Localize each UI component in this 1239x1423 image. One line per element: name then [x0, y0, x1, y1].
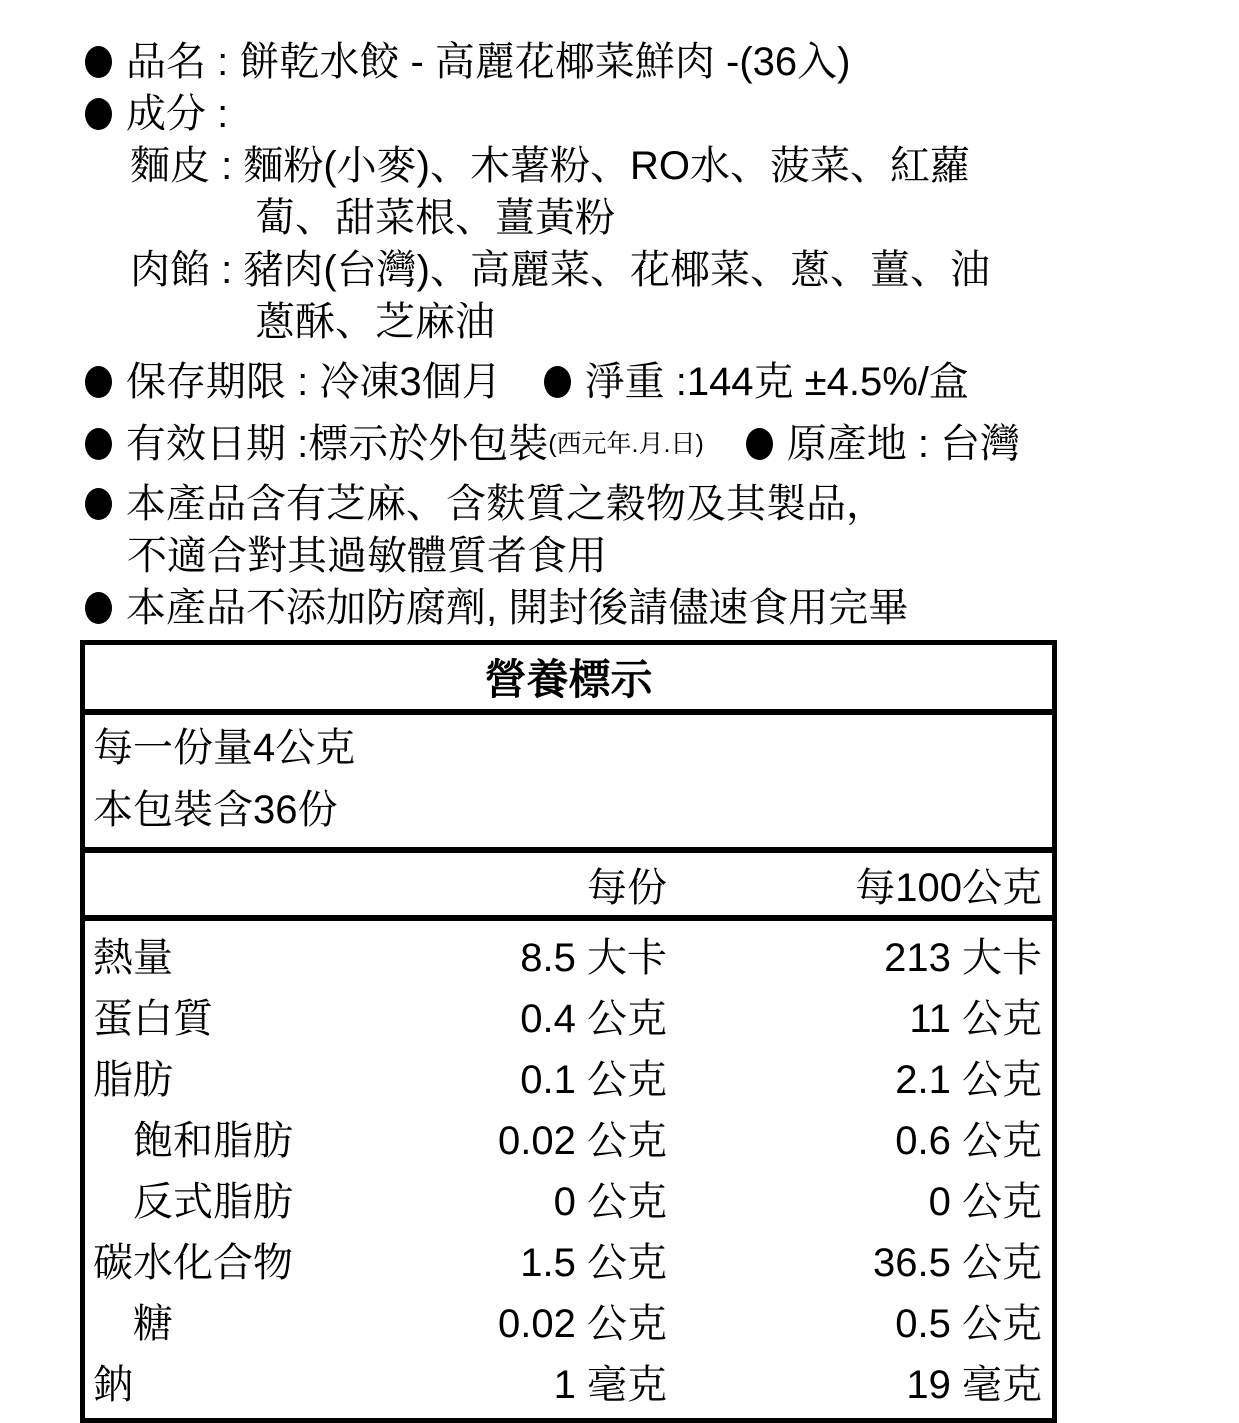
nutrition-header-row: [85, 853, 1052, 921]
nutrition-title-row: [85, 645, 1052, 715]
per-100g-value: 0.6 公克: [895, 1119, 1042, 1163]
nutrient-label: 碳水化合物: [93, 1241, 293, 1285]
bullet-icon: [85, 488, 112, 520]
bullet-icon: [85, 98, 112, 130]
bullet-icon: [746, 428, 773, 460]
nutrient-label: 反式脂肪: [133, 1180, 293, 1224]
nutrition-row-fat: [85, 1046, 1052, 1107]
nutrient-label: 熱量: [93, 936, 173, 980]
nutrient-label: 脂肪: [93, 1058, 173, 1102]
per-100g-value: 2.1 公克: [895, 1058, 1042, 1102]
nutrient-label: 飽和脂肪: [133, 1119, 293, 1163]
nutrition-facts-table: [80, 640, 1057, 1423]
per-serving-value: 1.5 公克: [520, 1241, 667, 1285]
ingredients-header-line: [0, 88, 1239, 140]
bullet-icon: [544, 366, 571, 398]
nutrition-row-calories: [85, 924, 1052, 985]
nutrient-label: 鈉: [93, 1363, 133, 1407]
serving-size: 每一份量4公克: [93, 726, 356, 770]
expiry-date-text: 有效日期 :標示於外包裝: [126, 422, 549, 466]
per-serving-value: 1 毫克: [553, 1363, 667, 1407]
nutrition-body: [85, 921, 1052, 1418]
ingredients-label: 成分 :: [126, 92, 229, 136]
bullet-icon: [85, 428, 112, 460]
per-serving-value: 0.02 公克: [498, 1302, 667, 1346]
serving-info-section: [85, 715, 1052, 853]
allergen-line2: 不適合對其過敏體質者食用: [127, 534, 607, 578]
per-serving-value: 0.1 公克: [520, 1058, 667, 1102]
per-100g-value: 213 大卡: [884, 936, 1042, 980]
expiry-origin-line: [0, 418, 1239, 470]
nutrition-row-sodium: [85, 1351, 1052, 1412]
nutrition-row-saturated-fat: [85, 1107, 1052, 1168]
nutrient-label: 糖: [133, 1302, 173, 1346]
per-100g-value: 19 毫克: [906, 1363, 1042, 1407]
nutrient-label: 蛋白質: [93, 997, 213, 1041]
bullet-icon: [85, 366, 112, 398]
allergen-line1: 本產品含有芝麻、含麩質之穀物及其製品，: [0, 478, 1239, 530]
shelf-life-text: 保存期限 : 冷凍3個月: [126, 360, 502, 404]
product-label: [0, 0, 1239, 634]
nutrition-title: 營養標示: [484, 656, 653, 703]
per-100g-value: 0.5 公克: [895, 1302, 1042, 1346]
wrapper-ingredients-line2: 蔔、甜菜根、薑黃粉: [255, 196, 615, 240]
net-weight-text: 淨重 :144克 ±4.5%/盒: [584, 360, 969, 404]
per-serving-value: 0 公克: [553, 1180, 667, 1224]
nutrition-row-protein: [85, 985, 1052, 1046]
nutrition-row-carbohydrate: [85, 1229, 1052, 1290]
col-header-per-serving: 每份: [587, 865, 667, 910]
per-serving-value: 0.02 公克: [498, 1119, 667, 1163]
bullet-icon: [85, 46, 112, 78]
wrapper-ingredients-line1: 麵皮 : 麵粉(小麥)、木薯粉、RO水、菠菜、紅蘿: [130, 144, 970, 188]
bullet-icon: [85, 592, 112, 624]
shelf-life-netweight-line: [0, 356, 1239, 408]
per-100g-value: 36.5 公克: [873, 1241, 1042, 1285]
filling-ingredients-line1: 肉餡 : 豬肉(台灣)、高麗菜、花椰菜、蔥、薑、油: [130, 248, 990, 292]
filling-ingredients-line2: 蔥酥、芝麻油: [255, 300, 495, 344]
product-name-line: [0, 36, 1239, 88]
per-serving-value: 0.4 公克: [520, 997, 667, 1041]
per-100g-value: 11 公克: [909, 997, 1042, 1041]
servings-per-pack: 本包裝含36份: [93, 788, 338, 832]
product-name-text: 品名 : 餅乾水餃 - 高麗花椰菜鮮肉 -(36入): [126, 40, 851, 84]
nutrition-row-trans-fat: [85, 1168, 1052, 1229]
per-100g-value: 0 公克: [928, 1180, 1042, 1224]
origin-text: 原產地 : 台灣: [786, 422, 1021, 466]
col-header-per-100g: 每100公克: [855, 865, 1042, 910]
per-serving-value: 8.5 大卡: [520, 936, 667, 980]
preservative-note-line: 本產品不添加防腐劑, 開封後請儘速食用完畢: [0, 582, 1239, 634]
expiry-date-note: (西元年.月.日): [548, 430, 704, 458]
nutrition-row-sugar: [85, 1290, 1052, 1351]
